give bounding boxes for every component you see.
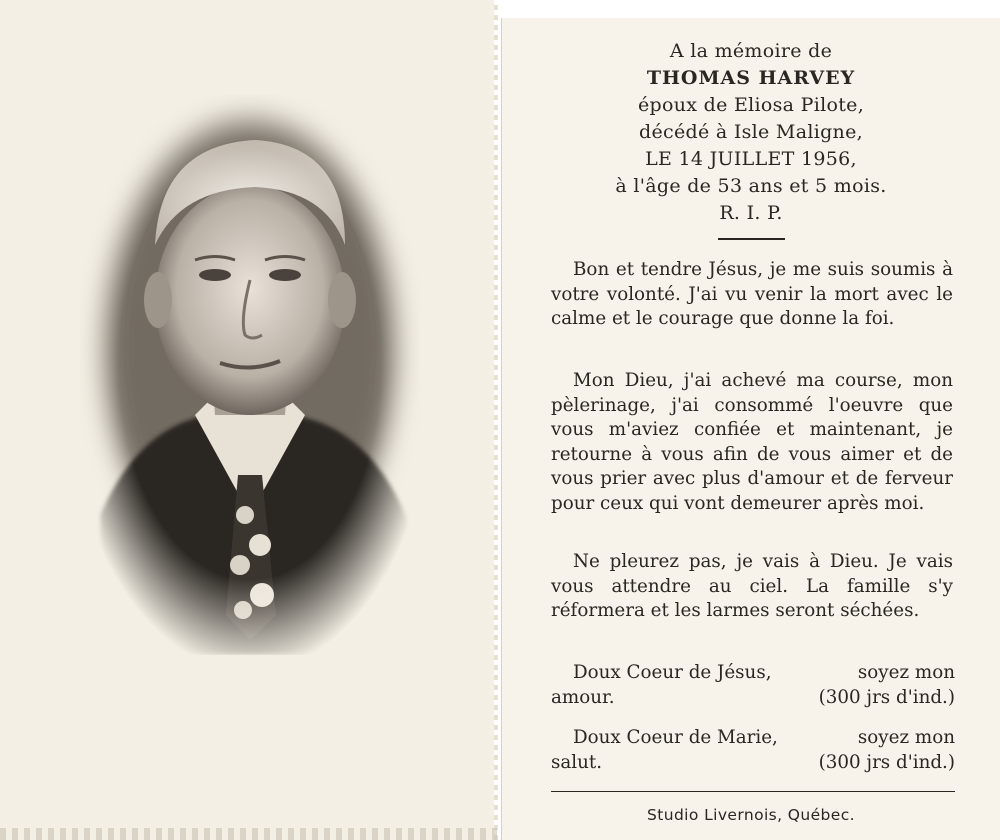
invocation-text: soyez mon [857,727,955,748]
card-perforated-edge [494,0,498,840]
prayer-paragraph-2: Mon Dieu, j'ai achevé ma course, mon pèlerinage, j'ai consommé l'oeuvre que vous m'aviez confiée et maintenant, je retourne à vous afin de vous aimer et de vous prier avec plus d'amour et de ferveur pour ceux qui vont demeurer après moi. [551,370,953,514]
invocation-text: amour. [551,686,615,708]
prayer-paragraph-3: Ne pleurez pas, je vais à Dieu. Je vais vous attendre au ciel. La famille s'y réformera et les larmes seront séchées. [551,551,953,622]
memorial-card-front [0,0,497,840]
header-divider [718,238,785,240]
spouse-line: époux de Eliosa Pilote, [637,94,865,116]
invocation-marie [551,726,955,775]
invocation-jesus [551,661,955,710]
death-place-line: décédé à Isle Maligne, [639,121,863,143]
deceased-name: THOMAS HARVEY [646,67,856,89]
invocation-text: Doux Coeur de Jésus, [573,662,772,683]
prayer-paragraph-1: Bon et tendre Jésus, je me suis soumis à votre volonté. J'ai vu venir la mort avec le calme et le courage que donne la foi. [551,259,953,330]
indulgence-note: (300 jrs d'ind.) [818,686,955,708]
rip-line: R. I. P. [719,202,783,224]
death-date-line: LE 14 JUILLET 1956, [645,148,857,170]
indulgence-note: (300 jrs d'ind.) [818,751,955,773]
card-bottom-edge [0,828,497,840]
invocation-text: salut. [551,751,603,773]
memorial-heading: A la mémoire de [669,40,833,62]
portrait-photo [80,95,420,655]
memorial-card-back [501,18,1000,840]
invocation-text: soyez mon [857,662,955,683]
studio-credit: Studio Livernois, Québec. [647,806,855,824]
memorial-header [502,38,1000,227]
age-line: à l'âge de 53 ans et 5 mois. [615,175,887,197]
invocation-text: Doux Coeur de Marie, [573,727,778,748]
footer-divider [551,791,955,792]
